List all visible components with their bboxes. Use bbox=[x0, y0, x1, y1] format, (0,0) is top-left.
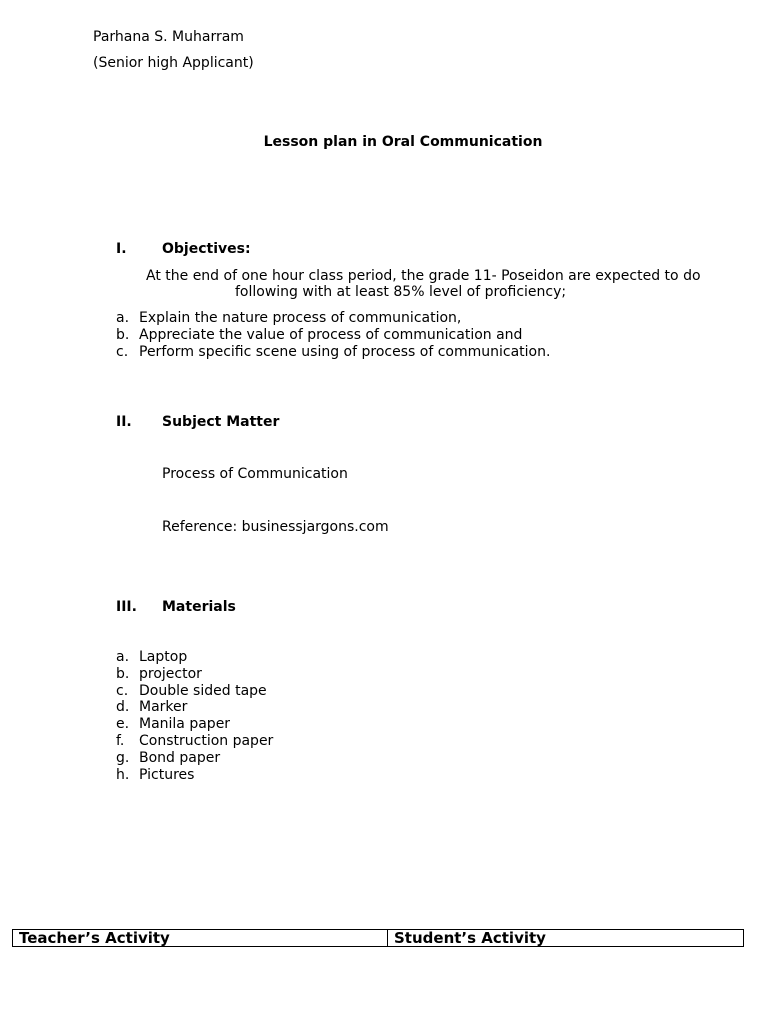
list-marker: h. bbox=[116, 766, 130, 783]
table-header-row bbox=[13, 930, 744, 947]
list-marker: b. bbox=[116, 665, 130, 682]
list-marker: g. bbox=[116, 749, 130, 766]
list-text: Bond paper bbox=[139, 749, 221, 766]
list-marker: a. bbox=[116, 310, 130, 326]
list-marker: e. bbox=[116, 716, 130, 733]
author-role: (Senior high Applicant) bbox=[93, 55, 254, 71]
list-text: Pictures bbox=[139, 766, 195, 783]
list-marker: b. bbox=[116, 326, 130, 343]
section-title: Subject Matter bbox=[162, 414, 280, 430]
author-name: Parhana S. Muharram bbox=[93, 29, 244, 45]
list-text: Marker bbox=[139, 699, 188, 716]
list-marker: c. bbox=[116, 682, 129, 699]
activity-table bbox=[12, 929, 744, 947]
document-title: Lesson plan in Oral Communication bbox=[263, 134, 543, 150]
subject-topic: Process of Communication bbox=[162, 466, 348, 482]
section-number: I. bbox=[116, 241, 127, 257]
list-text: Appreciate the value of process of communication and bbox=[139, 326, 523, 343]
section-number: III. bbox=[116, 599, 137, 615]
teacher-activity-header: Teacher’s Activity bbox=[13, 930, 388, 947]
list-text: Perform specific scene using of process of communication. bbox=[139, 343, 551, 360]
list-text: Construction paper bbox=[139, 732, 274, 749]
list-text: Explain the nature process of communication, bbox=[139, 310, 462, 326]
section-number: II. bbox=[116, 414, 132, 430]
subject-reference: Reference: businessjargons.com bbox=[162, 519, 389, 535]
section-title: Materials bbox=[162, 599, 236, 615]
objectives-intro-line2: following with at least 85% level of proficiency; bbox=[235, 284, 567, 300]
list-marker: a. bbox=[116, 649, 130, 665]
section-title: Objectives: bbox=[162, 241, 251, 257]
list-text: Laptop bbox=[139, 649, 188, 665]
list-marker: f. bbox=[116, 732, 125, 749]
list-text: Manila paper bbox=[139, 716, 231, 733]
list-text: Double sided tape bbox=[139, 682, 267, 699]
list-marker: d. bbox=[116, 699, 130, 716]
student-activity-header: Student’s Activity bbox=[388, 930, 744, 947]
list-text: projector bbox=[139, 665, 202, 682]
objectives-intro-line1: At the end of one hour class period, the grade 11- Poseidon are expected to do bbox=[146, 268, 701, 284]
list-marker: c. bbox=[116, 343, 129, 360]
